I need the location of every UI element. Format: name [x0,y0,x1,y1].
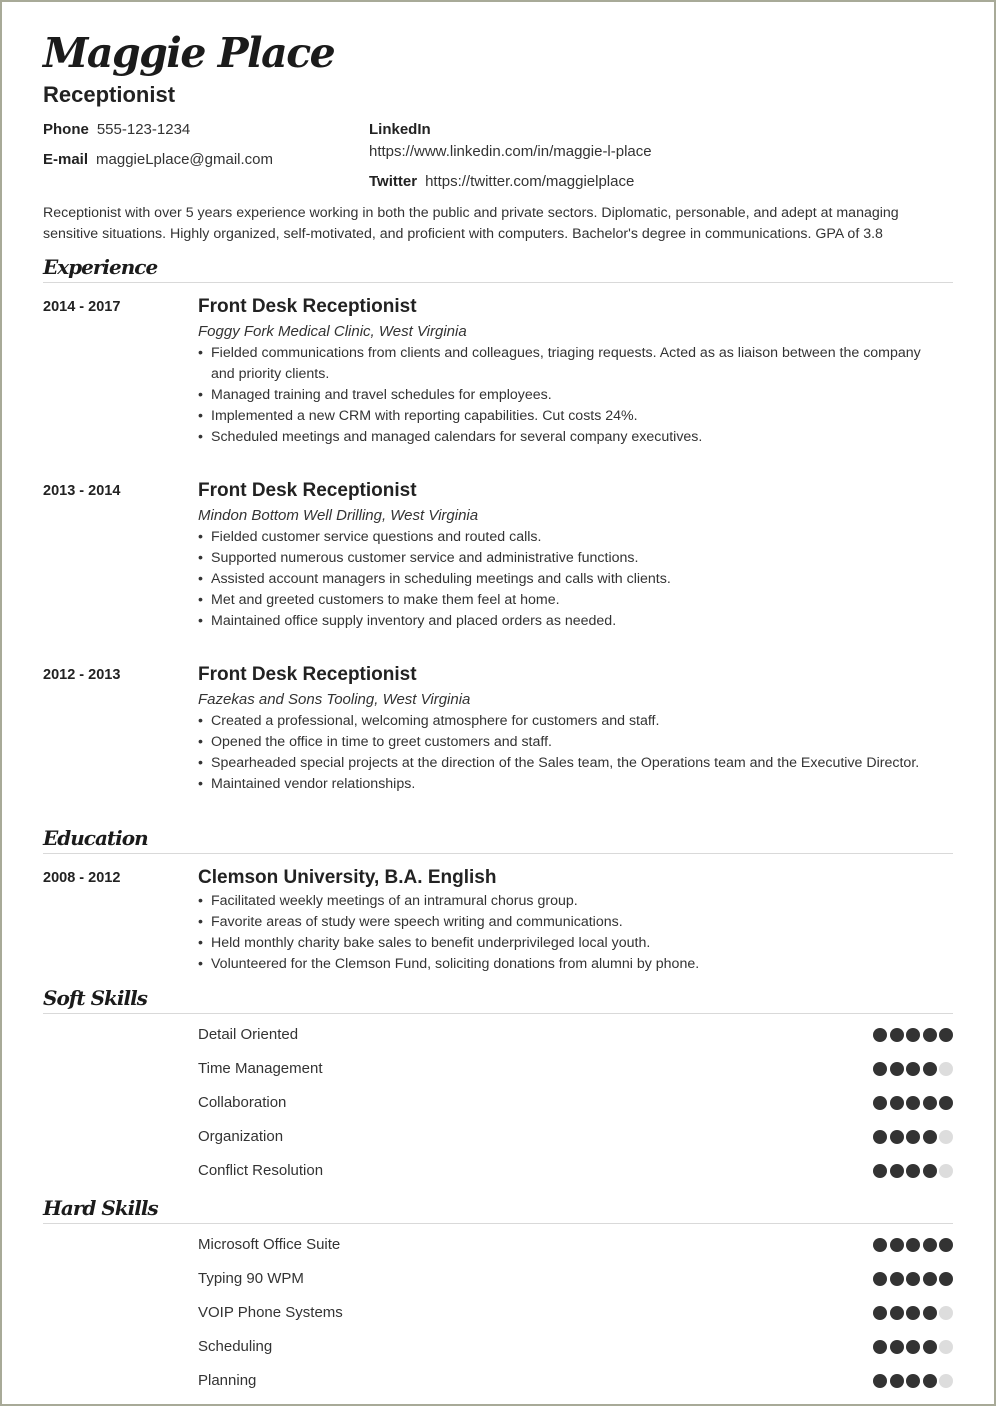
rating-dot-filled [923,1340,937,1354]
rating-dot-filled [873,1238,887,1252]
linkedin-url[interactable]: https://www.linkedin.com/in/maggie-l-place [369,143,652,160]
rating-dot-filled [906,1272,920,1286]
job-3-dates: 2012 - 2013 [43,667,121,683]
skill-row [198,1162,953,1182]
job-3-title: Front Desk Receptionist [198,664,417,685]
rating-dot-filled [890,1028,904,1042]
rating-dot-empty [939,1340,953,1354]
rating-dot-filled [906,1028,920,1042]
hard-skills-divider [43,1223,953,1224]
rating-dot-filled [923,1130,937,1144]
rating-dot-filled [906,1130,920,1144]
summary: Receptionist with over 5 years experience working in both the public and private sectors. Diplomatic, personable, and adept at managing sensitive situations. Highly organized, self-motivated, and proficient with computers. Bachelor's degree in communications. GPA of 3.8 [43,205,899,242]
skill-rating [873,1272,953,1286]
job-3-bullets [198,711,948,795]
rating-dot-filled [906,1306,920,1320]
rating-dot-filled [923,1028,937,1042]
skill-row [198,1338,953,1358]
email-line [43,151,273,169]
rating-dot-filled [873,1164,887,1178]
rating-dot-filled [923,1374,937,1388]
rating-dot-filled [873,1028,887,1042]
linkedin-label: LinkedIn [369,121,431,138]
list-item: • Held monthly charity bake sales to benefit underprivileged local youth. [198,933,948,954]
rating-dot-filled [890,1130,904,1144]
skill-rating [873,1306,953,1320]
rating-dot-filled [923,1306,937,1320]
list-item: • Maintained office supply inventory and placed orders as needed. [198,611,948,632]
rating-dot-filled [890,1062,904,1076]
rating-dot-filled [906,1096,920,1110]
rating-dot-filled [906,1374,920,1388]
rating-dot-filled [873,1340,887,1354]
rating-dot-filled [890,1164,904,1178]
list-item: • Met and greeted customers to make them feel at home. [198,590,948,611]
list-item: • Maintained vendor relationships. [198,774,948,795]
education-dates: 2008 - 2012 [43,870,121,886]
skill-name: Detail Oriented [198,1026,299,1043]
rating-dot-filled [939,1028,953,1042]
experience-divider [43,282,953,283]
skill-rating [873,1028,953,1042]
skill-name: Planning [198,1372,257,1389]
rating-dot-filled [873,1374,887,1388]
linkedin-label-line [369,121,439,139]
rating-dot-empty [939,1306,953,1320]
skill-name: Microsoft Office Suite [198,1236,341,1253]
rating-dot-filled [890,1340,904,1354]
twitter-url[interactable]: https://twitter.com/maggielplace [425,173,635,190]
list-item: • Scheduled meetings and managed calendars for several company executives. [198,427,948,448]
education-divider [43,853,953,854]
job-3-company: Fazekas and Sons Tooling, West Virginia [198,691,471,708]
skill-row [198,1026,953,1046]
skill-name: Scheduling [198,1338,273,1355]
skill-rating [873,1238,953,1252]
rating-dot-filled [939,1238,953,1252]
list-item: • Implemented a new CRM with reporting capabilities. Cut costs 24%. [198,406,948,427]
rating-dot-empty [939,1374,953,1388]
soft-skills-heading: Soft Skills [43,986,147,1010]
skill-row [198,1128,953,1148]
rating-dot-filled [939,1272,953,1286]
rating-dot-filled [923,1062,937,1076]
email-value[interactable]: maggieLplace@gmail.com [96,151,273,168]
list-item: • Opened the office in time to greet customers and staff. [198,732,948,753]
skill-name: Organization [198,1128,284,1145]
skill-name: Collaboration [198,1094,287,1111]
twitter-label: Twitter [369,173,418,190]
soft-skills-divider [43,1013,953,1014]
skill-rating [873,1062,953,1076]
list-item: • Volunteered for the Clemson Fund, soliciting donations from alumni by phone. [198,954,948,975]
skill-rating [873,1096,953,1110]
rating-dot-filled [923,1272,937,1286]
rating-dot-filled [873,1130,887,1144]
candidate-title: Receptionist [43,82,176,107]
list-item: • Assisted account managers in scheduling meetings and calls with clients. [198,569,948,590]
skill-name: Time Management [198,1060,323,1077]
skill-row [198,1304,953,1324]
rating-dot-filled [873,1272,887,1286]
skill-row [198,1060,953,1080]
candidate-name: Maggie Place [43,29,335,77]
skill-name: Typing 90 WPM [198,1270,304,1287]
job-1-title: Front Desk Receptionist [198,296,417,317]
list-item: • Managed training and travel schedules for employees. [198,385,948,406]
experience-heading: Experience [43,255,158,279]
twitter-line [369,173,634,191]
list-item: • Created a professional, welcoming atmosphere for customers and staff. [198,711,948,732]
phone-line [43,121,190,139]
rating-dot-filled [873,1306,887,1320]
rating-dot-filled [890,1238,904,1252]
skill-name: VOIP Phone Systems [198,1304,343,1321]
rating-dot-filled [890,1096,904,1110]
rating-dot-filled [873,1096,887,1110]
rating-dot-empty [939,1164,953,1178]
list-item: • Spearheaded special projects at the direction of the Sales team, the Operations team and the Executive Director. [198,753,948,774]
phone-value: 555-123-1234 [96,121,191,138]
skill-rating [873,1374,953,1388]
rating-dot-filled [890,1306,904,1320]
email-label: E-mail [43,151,89,168]
rating-dot-filled [906,1164,920,1178]
rating-dot-filled [890,1272,904,1286]
list-item: • Fielded communications from clients and colleagues, triaging requests. Acted as as liaison between the company and priority clients. [198,343,948,385]
skill-row [198,1236,953,1256]
rating-dot-filled [923,1096,937,1110]
hard-skills-heading: Hard Skills [43,1196,158,1220]
skill-rating [873,1164,953,1178]
skill-row [198,1270,953,1290]
job-1-bullets [198,343,948,448]
list-item: • Favorite areas of study were speech writing and communications. [198,912,948,933]
rating-dot-filled [906,1340,920,1354]
job-1-dates: 2014 - 2017 [43,299,121,315]
list-item: • Fielded customer service questions and routed calls. [198,527,948,548]
list-item: • Supported numerous customer service and administrative functions. [198,548,948,569]
rating-dot-filled [906,1062,920,1076]
job-2-dates: 2013 - 2014 [43,483,121,499]
rating-dot-filled [906,1238,920,1252]
rating-dot-filled [923,1164,937,1178]
job-2-title: Front Desk Receptionist [198,480,417,501]
job-2-company: Mindon Bottom Well Drilling, West Virginia [198,507,479,524]
rating-dot-empty [939,1130,953,1144]
skill-rating [873,1130,953,1144]
job-1-company: Foggy Fork Medical Clinic, West Virginia [198,323,467,340]
skill-row [198,1094,953,1114]
education-title: Clemson University, B.A. English [198,867,497,888]
education-heading: Education [43,826,148,850]
skill-row [198,1372,953,1392]
list-item: • Facilitated weekly meetings of an intramural chorus group. [198,891,948,912]
rating-dot-filled [890,1374,904,1388]
rating-dot-filled [873,1062,887,1076]
skill-name: Conflict Resolution [198,1162,324,1179]
skill-rating [873,1340,953,1354]
rating-dot-filled [939,1096,953,1110]
education-bullets [198,891,948,975]
rating-dot-empty [939,1062,953,1076]
job-2-bullets [198,527,948,632]
phone-label: Phone [43,121,89,138]
rating-dot-filled [923,1238,937,1252]
